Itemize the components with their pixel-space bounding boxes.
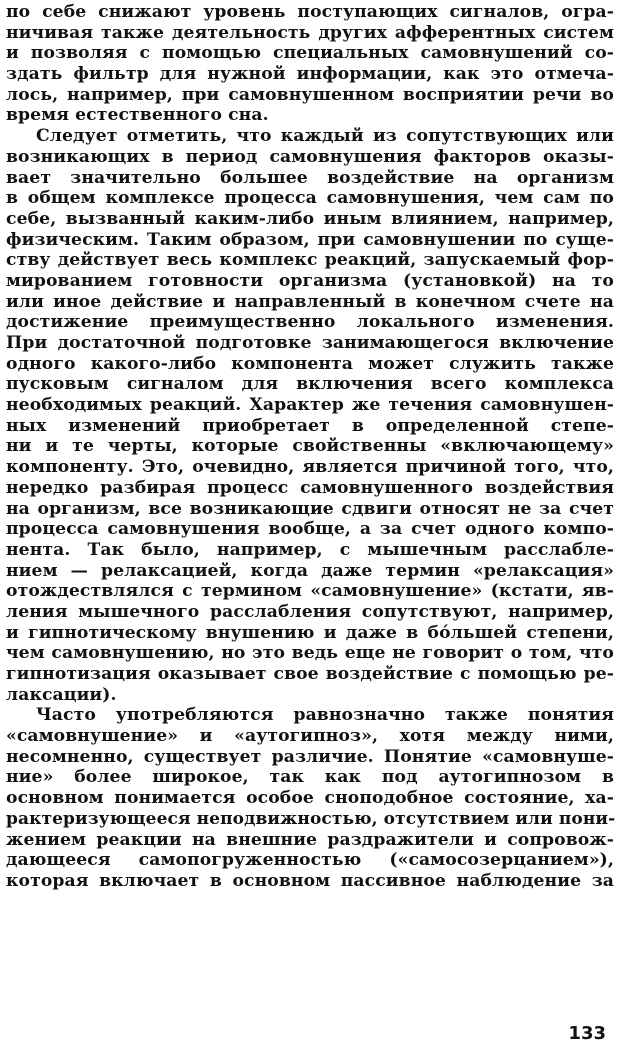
text-line: Следует отметить, что каждый из сопутствующих или <box>36 126 614 147</box>
text-line: на организм, все возникающие сдвиги относят не за счет <box>6 498 614 519</box>
text-line: нием — релаксацией, когда даже термин «релаксация» <box>6 560 614 581</box>
text-line: или иное действие и направленный в конечном счете на <box>6 291 614 312</box>
body-text <box>6 2 614 892</box>
paragraph <box>6 2 614 126</box>
text-line: ству действует весь комплекс реакций, запускаемый фор- <box>6 250 614 271</box>
text-line: ни и те черты, которые свойственны «включающему» <box>6 436 614 457</box>
text-line: несомненно, существует различие. Понятие «самовнуше- <box>6 746 614 767</box>
text-line: пусковым сигналом для включения всего комплекса <box>6 374 614 395</box>
text-line: лось, например, при самовнушенном восприятии речи во <box>6 84 614 105</box>
text-line: лаксации). <box>6 684 117 705</box>
text-line: которая включает в основном пассивное наблюдение за <box>6 870 614 891</box>
paragraph <box>6 126 614 705</box>
text-line: в общем комплексе процесса самовнушения, чем сам по <box>6 188 614 209</box>
text-line: и гипнотическому внушению и даже в бо́льшей степени, <box>6 622 614 643</box>
text-line: жением реакции на внешние раздражители и сопровож- <box>6 829 614 850</box>
text-line: возникающих в период самовнушения факторов оказы- <box>6 146 614 167</box>
text-line: нента. Так было, например, с мышечным расслабле- <box>6 539 614 560</box>
page-number: 133 <box>568 1023 606 1044</box>
text-line: время естественного сна. <box>6 105 269 126</box>
text-line: «самовнушение» и «аутогипноз», хотя между ними, <box>6 726 614 747</box>
text-line: отождествлялся с термином «самовнушение» (кстати, яв- <box>6 581 614 602</box>
text-line: по себе снижают уровень поступающих сигналов, огра- <box>6 2 614 22</box>
text-line: При достаточной подготовке занимающегося включение <box>6 333 614 353</box>
text-line: процесса самовнушения вообще, а за счет одного компо- <box>6 519 614 540</box>
text-line: ления мышечного расслабления сопутствуют, например, <box>6 601 614 622</box>
text-line: основном понимается особое сноподобное состояние, ха- <box>6 788 614 809</box>
text-line: достижение преимущественно локального изменения. <box>6 312 614 333</box>
text-line: вает значительно большее воздействие на организм <box>6 167 614 188</box>
text-line: физическим. Таким образом, при самовнушении по суще- <box>6 229 614 250</box>
text-line: себе, вызванный каким-либо иным влиянием, например, <box>6 208 614 229</box>
text-line: здать фильтр для нужной информации, как это отмеча- <box>6 64 614 85</box>
text-line: нередко разбирая процесс самовнушенного воздействия <box>6 477 614 498</box>
text-line: необходимых реакций. Характер же течения самовнушен- <box>6 395 614 416</box>
text-line: чем самовнушению, но это ведь еще не говорит о том, что <box>6 643 614 664</box>
text-line: мированием готовности организма (установкой) на то <box>6 270 614 291</box>
text-line: ние» более широкое, так как под аутогипнозом в <box>6 767 614 788</box>
text-line: дающееся самопогруженностью («самосозерцанием»), <box>6 850 614 871</box>
text-line: гипнотизация оказывает свое воздействие с помощью ре- <box>6 664 614 684</box>
text-line: одного какого-либо компонента может служить также <box>6 353 614 374</box>
text-line: ных изменений приобретает в определенной степе- <box>6 415 614 436</box>
text-line: ничивая также деятельность других афферентных систем <box>6 22 614 43</box>
text-line: и позволяя с помощью специальных самовнушений со- <box>6 43 614 64</box>
text-line: рактеризующееся неподвижностью, отсутствием или пони- <box>6 808 616 829</box>
paragraph <box>6 705 614 891</box>
text-line: компоненту. Это, очевидно, является причиной того, что, <box>6 457 614 478</box>
text-line: Часто употребляются равнозначно также понятия <box>36 705 614 726</box>
